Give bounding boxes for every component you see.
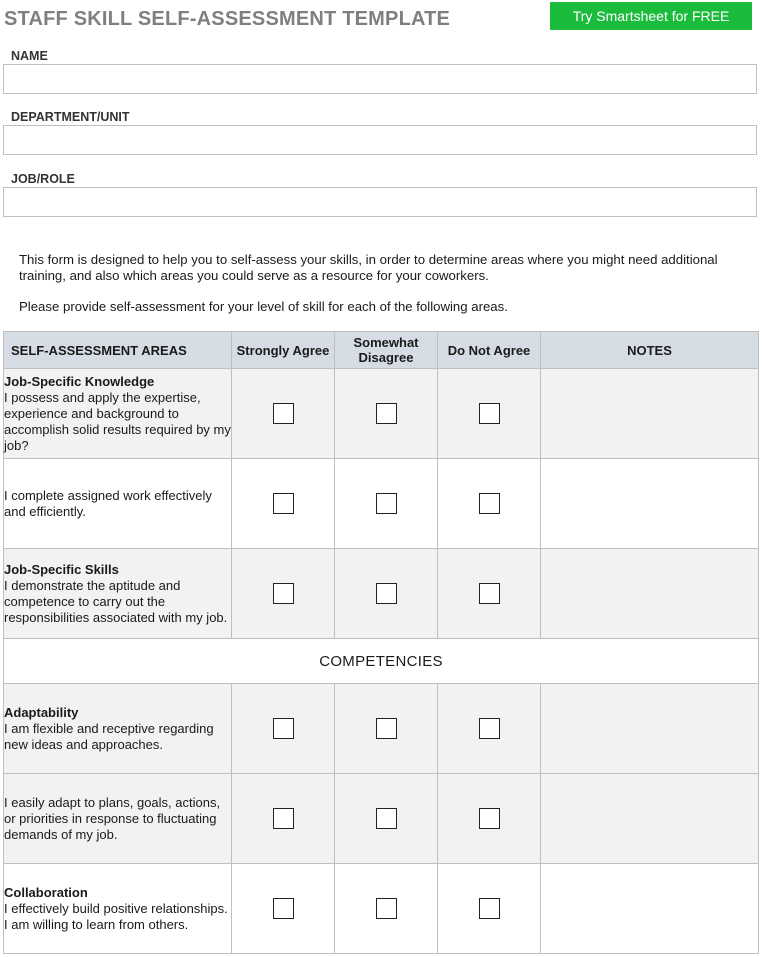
department-field[interactable] xyxy=(3,125,757,155)
area-heading: Job-Specific Skills xyxy=(4,561,119,577)
table-row xyxy=(4,549,759,639)
strongly-agree-checkbox[interactable] xyxy=(273,718,294,739)
column-header-notes: NOTES xyxy=(541,332,759,369)
job-role-field[interactable] xyxy=(3,187,757,217)
department-label: DEPARTMENT/UNIT xyxy=(11,110,130,124)
do-not-agree-checkbox[interactable] xyxy=(479,898,500,919)
do-not-agree-checkbox[interactable] xyxy=(479,403,500,424)
assessment-table xyxy=(3,331,759,954)
area-description: I am flexible and receptive regarding new ideas and approaches. xyxy=(4,720,214,752)
area-cell xyxy=(4,369,232,459)
column-header-do-not-agree: Do Not Agree xyxy=(438,332,541,369)
area-cell xyxy=(4,549,232,639)
area-cell xyxy=(4,774,232,864)
notes-cell[interactable] xyxy=(541,459,759,549)
column-header-somewhat-disagree: Somewhat Disagree xyxy=(335,332,438,369)
somewhat-disagree-checkbox[interactable] xyxy=(376,898,397,919)
area-description: I effectively build positive relationships. I am willing to learn from others. xyxy=(4,900,228,932)
page-title: STAFF SKILL SELF-ASSESSMENT TEMPLATE xyxy=(4,8,451,30)
table-header-row xyxy=(4,332,759,369)
somewhat-disagree-checkbox[interactable] xyxy=(376,583,397,604)
table-row xyxy=(4,684,759,774)
somewhat-disagree-checkbox[interactable] xyxy=(376,808,397,829)
do-not-agree-checkbox[interactable] xyxy=(479,583,500,604)
try-smartsheet-button[interactable]: Try Smartsheet for FREE xyxy=(550,2,752,30)
column-header-strongly-agree: Strongly Agree xyxy=(232,332,335,369)
area-description: I possess and apply the expertise, experience and background to accomplish solid results required by my job? xyxy=(4,389,231,453)
strongly-agree-checkbox[interactable] xyxy=(273,808,294,829)
area-cell xyxy=(4,459,232,549)
table-row xyxy=(4,369,759,459)
strongly-agree-checkbox[interactable] xyxy=(273,898,294,919)
do-not-agree-checkbox[interactable] xyxy=(479,718,500,739)
table-row xyxy=(4,459,759,549)
instruction-paragraph: Please provide self-assessment for your level of skill for each of the following areas. xyxy=(19,299,508,314)
table-row xyxy=(4,774,759,864)
area-heading: Job-Specific Knowledge xyxy=(4,373,155,389)
somewhat-disagree-checkbox[interactable] xyxy=(376,493,397,514)
name-field[interactable] xyxy=(3,64,757,94)
strongly-agree-checkbox[interactable] xyxy=(273,493,294,514)
notes-cell[interactable] xyxy=(541,369,759,459)
notes-cell[interactable] xyxy=(541,774,759,864)
area-description: I demonstrate the aptitude and competence to carry out the responsibilities associated with my job. xyxy=(4,577,228,625)
strongly-agree-checkbox[interactable] xyxy=(273,403,294,424)
notes-cell[interactable] xyxy=(541,684,759,774)
table-row xyxy=(4,864,759,954)
somewhat-disagree-checkbox[interactable] xyxy=(376,403,397,424)
do-not-agree-checkbox[interactable] xyxy=(479,808,500,829)
do-not-agree-checkbox[interactable] xyxy=(479,493,500,514)
intro-paragraph: This form is designed to help you to self-assess your skills, in order to determine areas where you might need additional training, and also which areas you could serve as a resource for your coworkers. xyxy=(19,252,718,283)
section-row xyxy=(4,639,759,684)
notes-cell[interactable] xyxy=(541,864,759,954)
section-heading-competencies: COMPETENCIES xyxy=(4,639,759,684)
name-label: NAME xyxy=(11,49,48,63)
area-heading: Adaptability xyxy=(4,704,79,720)
area-description: I complete assigned work effectively and efficiently. xyxy=(4,487,212,519)
job-role-label: JOB/ROLE xyxy=(11,172,75,186)
area-heading: Collaboration xyxy=(4,884,88,900)
intro-text xyxy=(19,252,739,315)
strongly-agree-checkbox[interactable] xyxy=(273,583,294,604)
notes-cell[interactable] xyxy=(541,549,759,639)
column-header-areas: SELF-ASSESSMENT AREAS xyxy=(4,332,232,369)
somewhat-disagree-checkbox[interactable] xyxy=(376,718,397,739)
area-cell xyxy=(4,864,232,954)
area-cell xyxy=(4,684,232,774)
area-description: I easily adapt to plans, goals, actions, or priorities in response to fluctuating demands of my job. xyxy=(4,794,221,842)
